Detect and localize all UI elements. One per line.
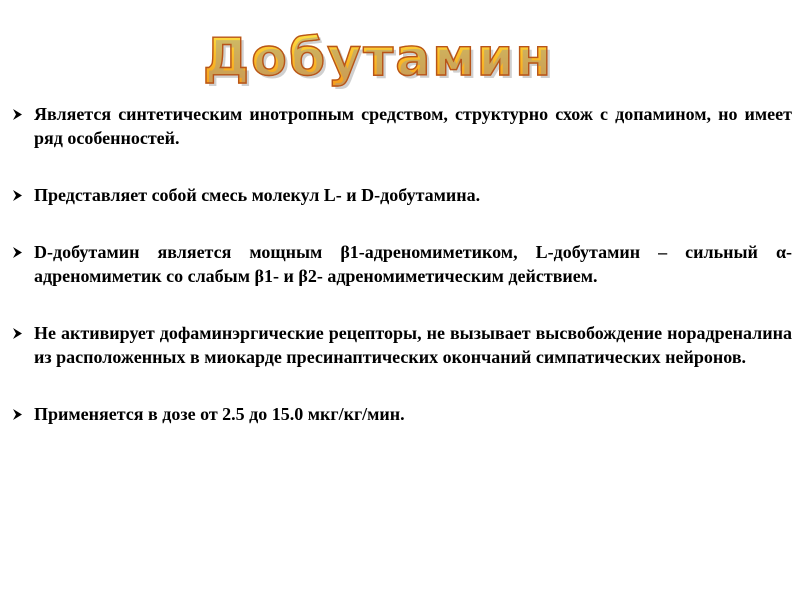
bullet-text: Применяется в дозе от 2.5 до 15.0 мкг/кг/мин. [34, 404, 405, 424]
arrow-bullet-icon [12, 108, 23, 121]
bullet-item [12, 402, 792, 426]
bullet-text: Является синтетическим инотропным средством, структурно схож с допамином, но имеет ряд особенностей. [34, 104, 792, 148]
bullet-item [12, 240, 792, 288]
bullet-text: Не активирует дофаминэргические рецепторы, не вызывает высвобождение норадреналина из расположенных в миокарде пресинаптических окончаний симпатических нейронов. [34, 323, 792, 367]
bullet-item [12, 183, 792, 207]
bullet-text: D-добутамин является мощным β1-адреномиметиком, L-добутамин – сильный α-адреномиметик со слабым β1- и β2- адреномиметическим действием. [34, 242, 792, 286]
bullet-item [12, 321, 792, 369]
slide-title: Добутамин [0, 28, 756, 88]
arrow-bullet-icon [12, 246, 23, 259]
bullet-list [12, 102, 792, 459]
bullet-text: Представляет собой смесь молекул L- и D-добутамина. [34, 185, 481, 205]
arrow-bullet-icon [12, 408, 23, 421]
arrow-bullet-icon [12, 189, 23, 202]
arrow-bullet-icon [12, 327, 23, 340]
bullet-item [12, 102, 792, 150]
